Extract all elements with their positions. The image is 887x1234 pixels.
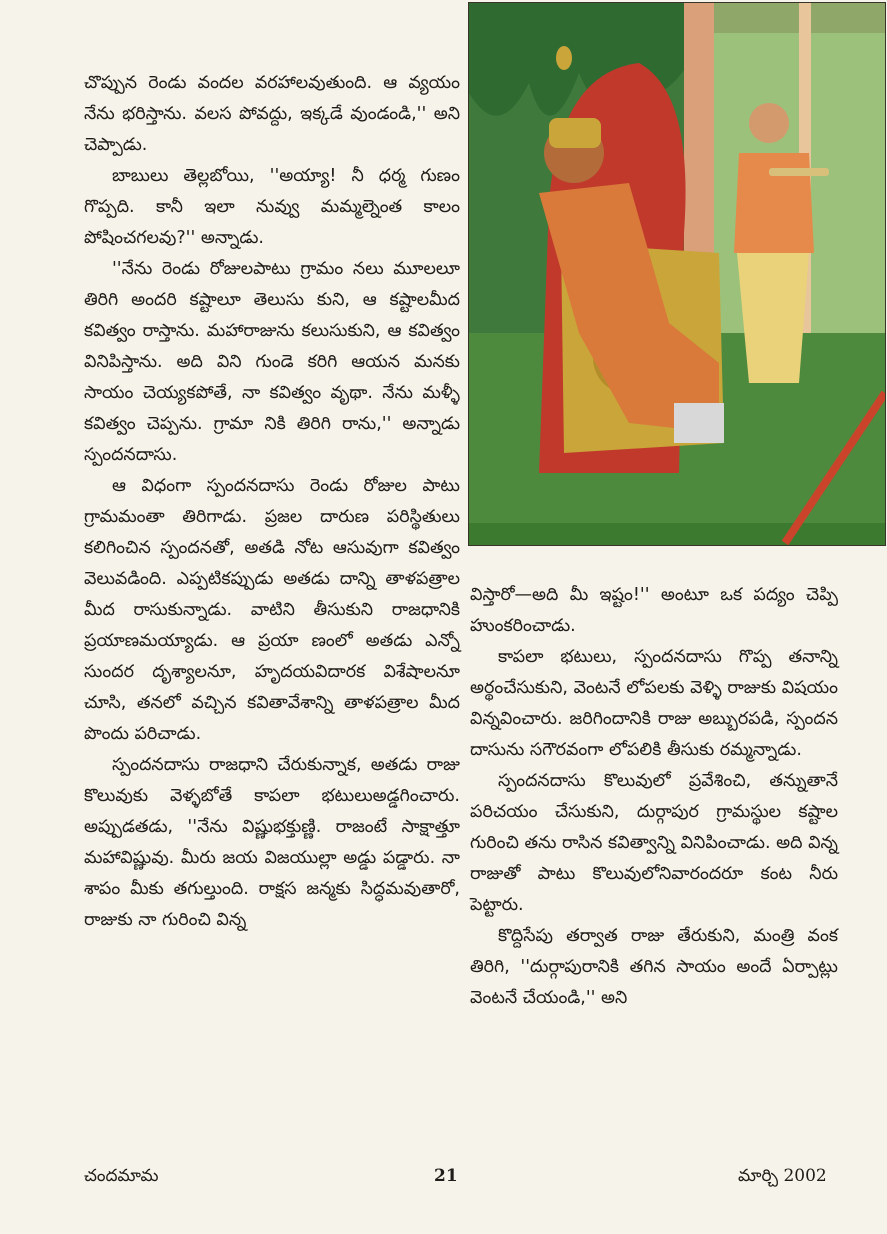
paragraph: కొద్దిసేపు తర్వాత రాజు తేరుకుని, మంత్రి వంక తిరిగి, ''దుర్గాపురానికి తగిన సాయం అందే ఏర్పాట్లు వెంటనే చేయండి,'' అని [470,926,838,1008]
page-number: 21 [434,1166,458,1186]
paragraph: ''నేను రెండు రోజులపాటు గ్రామం నలు మూలలూ తిరిగి అందరి కష్టాలూ తెలుసు కుని, ఆ కష్టాలమీద కవిత్వం రాస్తాను. మహారాజును కలుసుకుని, ఆ కవిత్వం వినిపిస్తాను. అది విని గుండె కరిగి ఆయన మనకు సాయం చెయ్యకపోతే, నా కవిత్వం వృథా. నేను మళ్ళీ కవిత్వం చెప్పను. గ్రామా నికి తిరిగి రాను,'' అన్నాడు స్పందనదాసు. [84,259,460,465]
paragraph: కాపలా భటులు, స్పందనదాసు గొప్ప తనాన్ని అర్థంచేసుకుని, వెంటనే లోపలకు వెళ్ళి రాజుకు విషయం విన్నవించారు. జరిగిందానికి రాజు అబ్బురపడి, స్పందన దాసును సగౌరవంగా లోపలికి తీసుకు రమ్మన్నాడు. [470,647,838,760]
paragraph: ఆ విధంగా స్పందనదాసు రెండు రోజుల పాటు గ్రామమంతా తిరిగాడు. ప్రజల దారుణ పరిస్థితులు కలిగించిన స్పందనతో, అతడి నోట ఆసువుగా కవిత్వం వెలువడింది. ఎప్పటికప్పుడు అతడు దాన్ని తాళపత్రాల మీద రాసుకున్నాడు. వాటిని తీసుకుని రాజధానికి ప్రయాణమయ్యాడు. ఆ ప్రయా ణంలో అతడు ఎన్నో సుందర దృశ్యాలనూ, హృదయవిదారక విశేషాలనూ చూసి, తనలో వచ్చిన కవితావేశాన్ని తాళపత్రాల మీద పొందు పరిచాడు. [84,476,460,744]
issue-date: మార్చి 2002 [738,1166,827,1186]
story-column-left [84,68,460,936]
paragraph: బాబులు తెల్లబోయి, ''అయ్యా! నీ ధర్మ గుణం గొప్పది. కానీ ఇలా నువ్వు మమ్మల్నెంత కాలం పోషించగలవు?'' అన్నాడు. [84,166,460,248]
paragraph: స్పందనదాసు రాజధాని చేరుకున్నాక, అతడు రాజు కొలువుకు వెళ్ళబోతే కాపలా భటులుఅడ్డగించారు. అప్పుడతడు, ''నేను విష్ణుభక్తుణ్ణి. రాజంటే సాక్షాత్తూ మహావిష్ణువు. మీరు జయ విజయుల్లా అడ్డు పడ్డారు. నా శాపం మీకు తగుల్తుంది. రాక్షస జన్మకు సిద్ధమవుతారో, రాజుకు నా గురించి విన్న [84,755,460,930]
story-column-right [470,580,838,1014]
magazine-name: చందమామ [84,1166,159,1186]
paragraph: చొప్పున రెండు వందల వరహాలవుతుంది. ఆ వ్యయం నేను భరిస్తాను. వలస పోవద్దు, ఇక్కడే వుండండి,'' అని చెప్పాడు. [84,73,460,155]
king-and-poet-illustration [469,3,885,545]
paragraph: విస్తారో—అది మీ ఇష్టం!'' అంటూ ఒక పద్యం చెప్పి హుంకరించాడు. [470,585,838,636]
story-illustration [468,2,886,546]
paragraph: స్పందనదాసు కొలువులో ప్రవేశించి, తన్నుతానే పరిచయం చేసుకుని, దుర్గాపుర గ్రామస్థుల కష్టాల గురించి తను రాసిన కవిత్వాన్ని వినిపించాడు. అది విన్న రాజుతో పాటు కొలువులోనివారందరూ కంట నీరు పెట్టారు. [470,771,838,915]
